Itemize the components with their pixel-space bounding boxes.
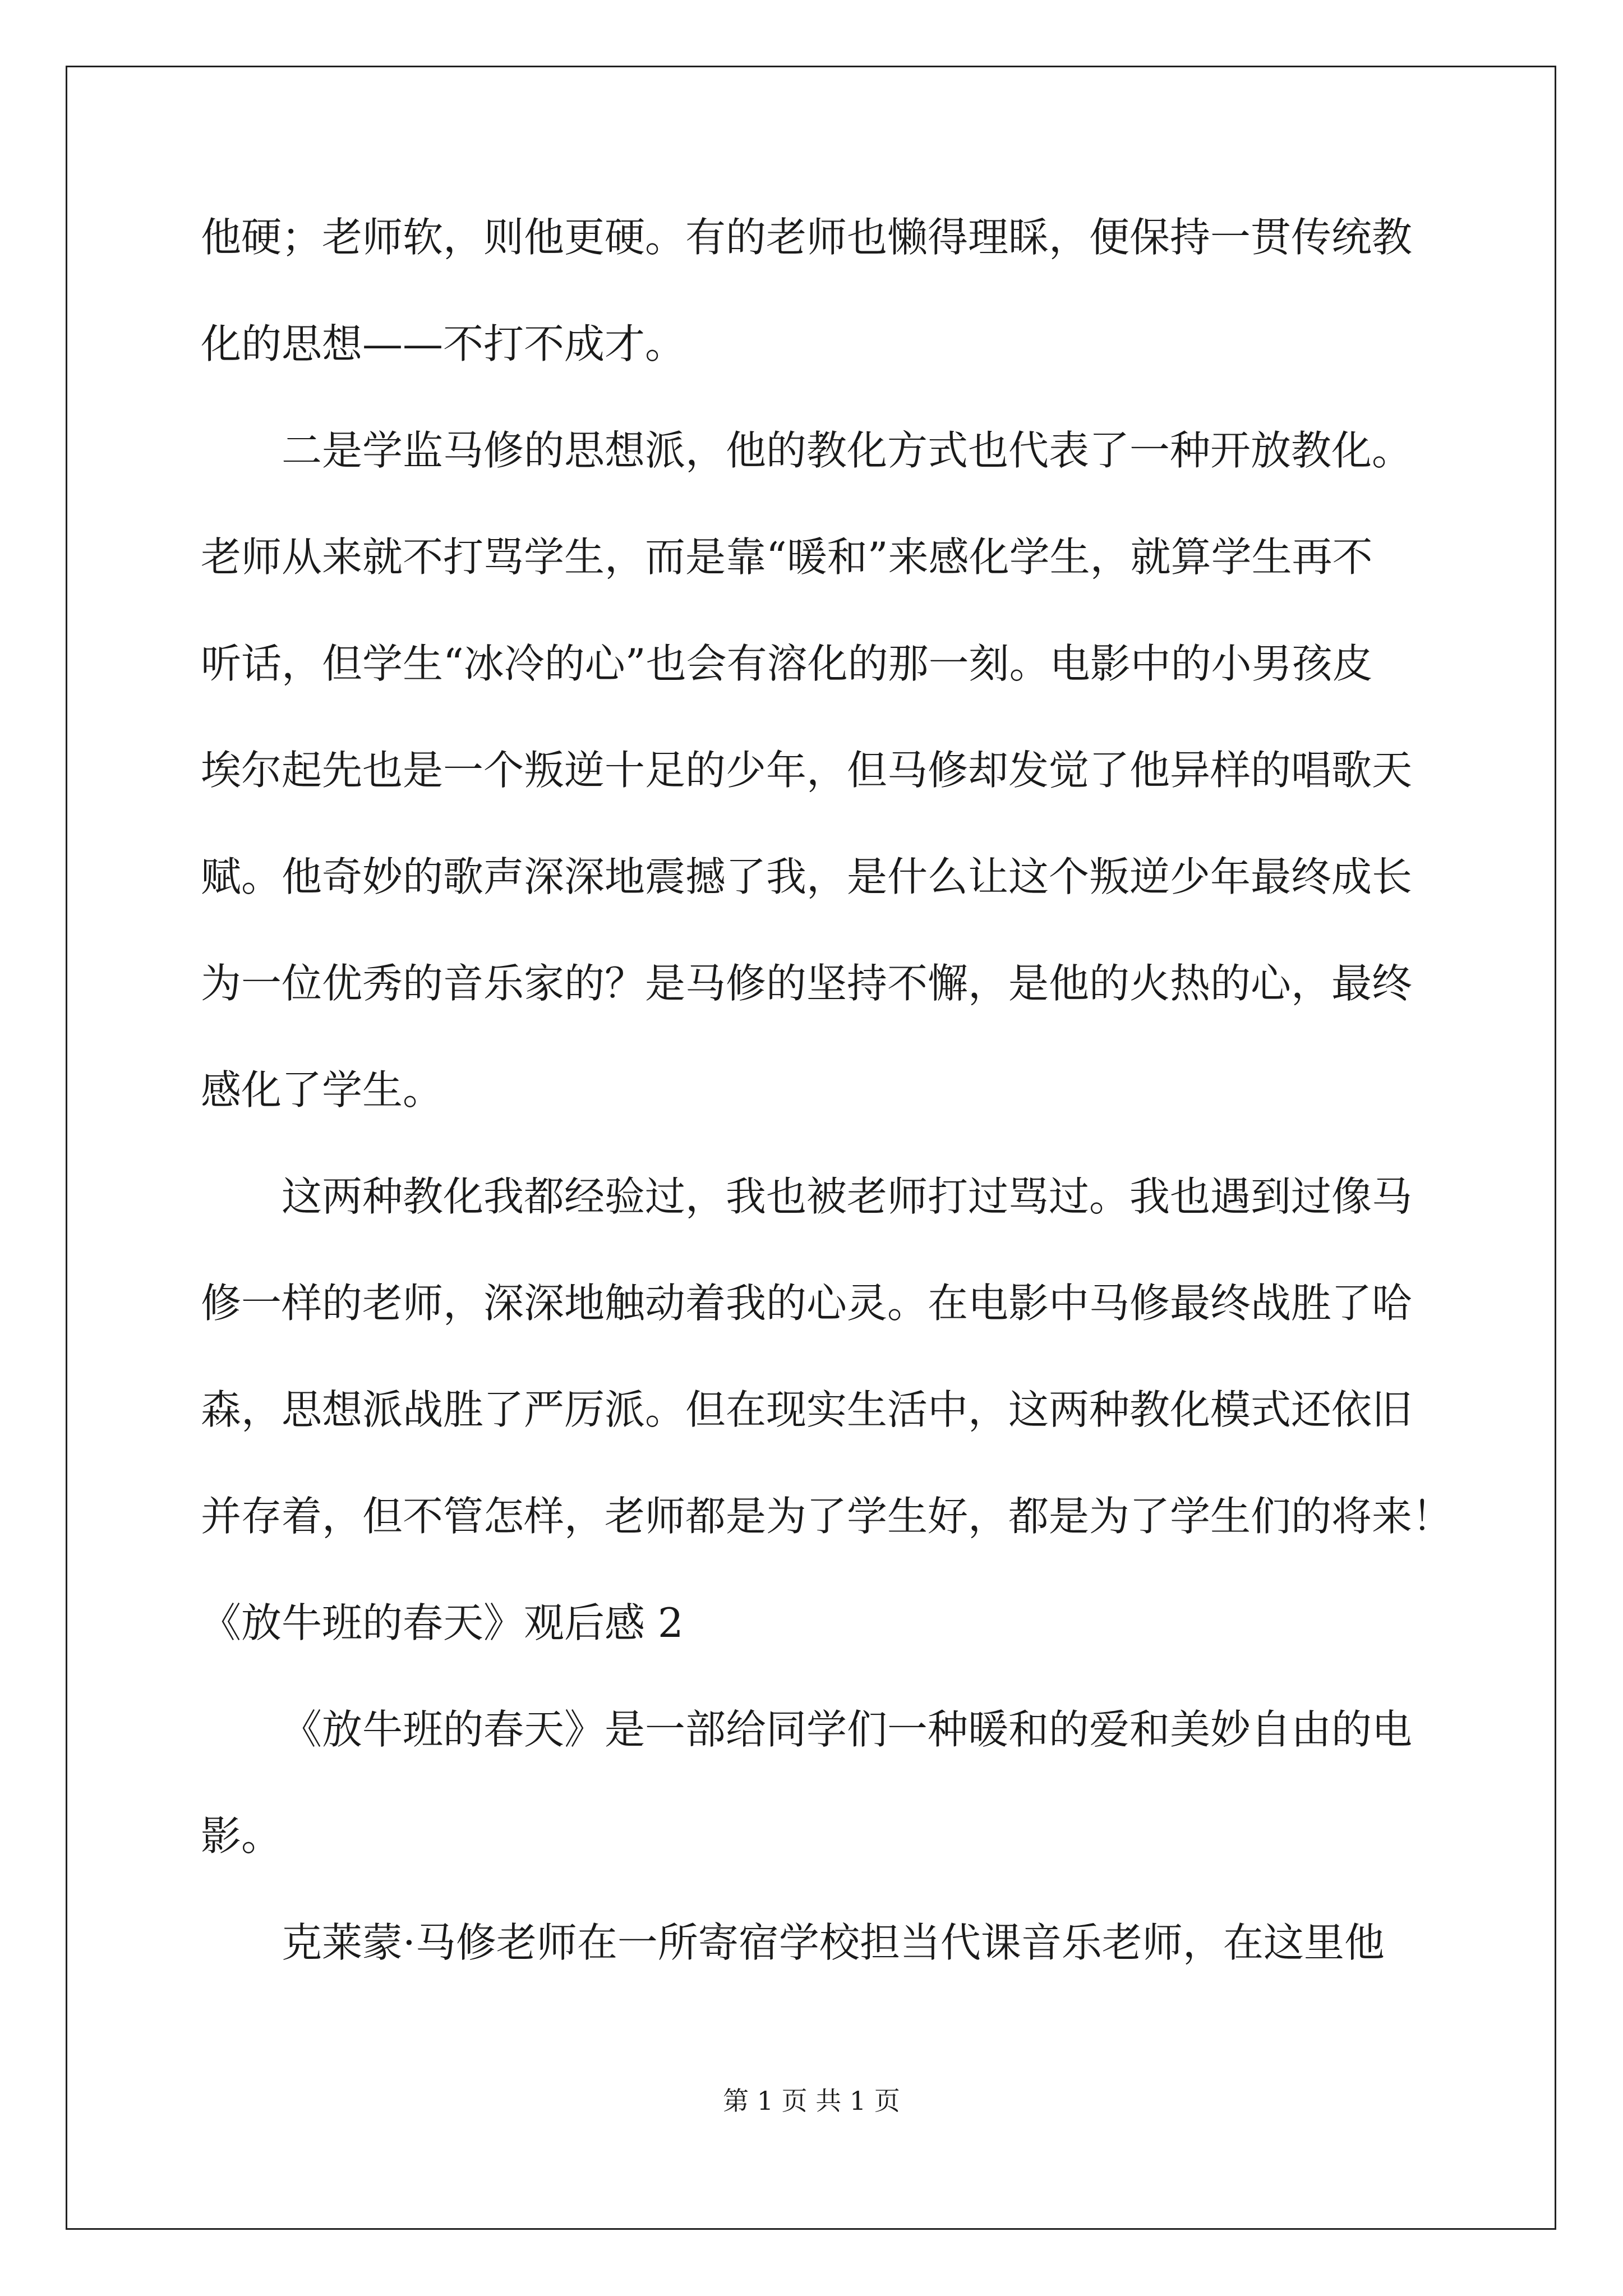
text-line: 并存着，但不管怎样，老师都是为了学生好，都是为了学生们的将来！ [201, 1493, 1453, 1540]
text-line: 森，思想派战胜了严厉派。但在现实生活中，这两种教化模式还依旧 [201, 1386, 1413, 1433]
page-border [66, 66, 1556, 2230]
text-line: 赋。他奇妙的歌声深深地震撼了我，是什么让这个叛逆少年最终成长 [201, 853, 1413, 900]
page-number-footer: 第 1 页 共 1 页 [723, 2086, 900, 2116]
paragraph-start-line: 克莱蒙·马修老师在一所寄宿学校担当代课音乐老师，在这里他 [282, 1919, 1385, 1966]
text-line: 听话，但学生“冰冷的心”也会有溶化的那一刻。电影中的小男孩皮 [201, 640, 1373, 687]
text-line: 埃尔起先也是一个叛逆十足的少年，但马修却发觉了他异样的唱歌天 [201, 747, 1413, 794]
paragraph-start-line: 这两种教化我都经验过，我也被老师打过骂过。我也遇到过像马 [282, 1173, 1413, 1220]
text-line: 老师从来就不打骂学生，而是靠“暖和”来感化学生，就算学生再不 [201, 533, 1373, 581]
text-line: 为一位优秀的音乐家的？是马修的坚持不懈，是他的火热的心，最终 [201, 960, 1413, 1007]
text-line: 化的思想——不打不成才。 [201, 320, 686, 367]
text-line: 他硬；老师软，则他更硬。有的老师也懒得理睬，便保持一贯传统教 [201, 214, 1413, 261]
text-line: 修一样的老师，深深地触动着我的心灵。在电影中马修最终战胜了哈 [201, 1280, 1413, 1327]
section-heading: 《放牛班的春天》观后感 2 [201, 1599, 684, 1646]
paragraph-start-line: 《放牛班的春天》是一部给同学们一种暖和的爱和美妙自由的电 [282, 1706, 1413, 1753]
text-line: 影。 [201, 1812, 282, 1860]
text-line: 感化了学生。 [201, 1066, 444, 1114]
paragraph-start-line: 二是学监马修的思想派，他的教化方式也代表了一种开放教化。 [282, 427, 1413, 474]
